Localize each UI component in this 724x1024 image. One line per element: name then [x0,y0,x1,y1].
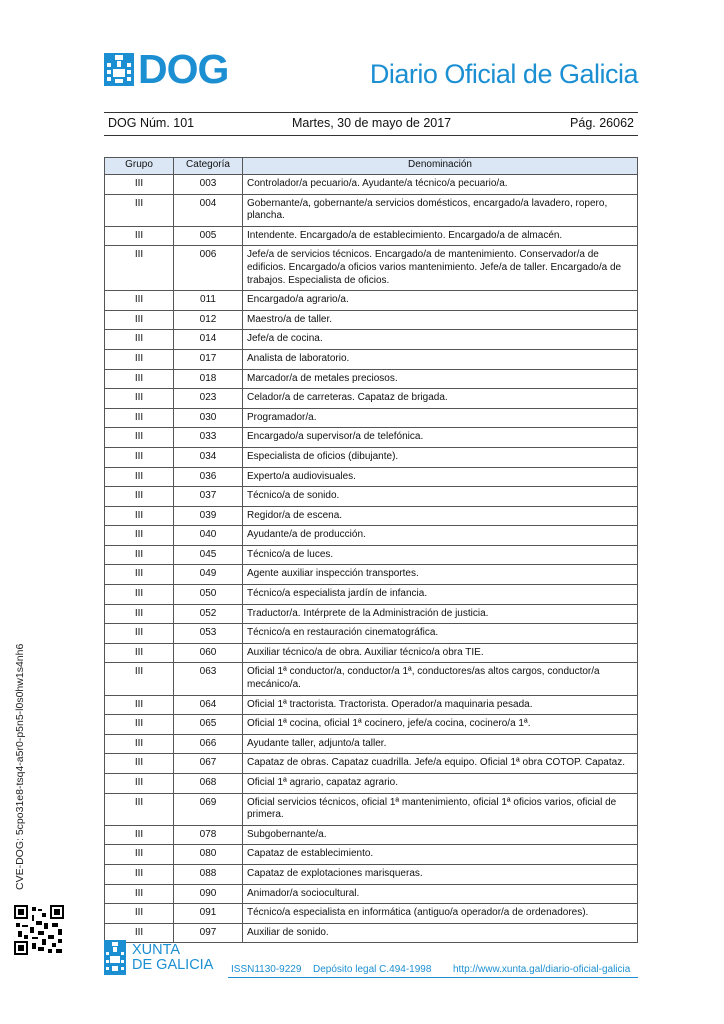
table-row [105,884,638,904]
cell-categoria: 012 [174,310,243,330]
cell-categoria: 066 [174,734,243,754]
cell-denominacion: Jefe/a de servicios técnicos. Encargado/a de mantenimiento. Conservador/a de edificios. Encargado/a oficios varios mantenimiento. Jefe/a de taller. Encargado/a de trabajos. Especialista de oficios. [243,246,638,291]
table-row [105,585,638,605]
cell-categoria: 023 [174,389,243,409]
table-row [105,825,638,845]
cell-denominacion: Jefe/a de cocina. [243,330,638,350]
cell-grupo: III [105,904,174,924]
cell-grupo: III [105,246,174,291]
table-row [105,695,638,715]
cell-categoria: 060 [174,643,243,663]
cell-denominacion: Analista de laboratorio. [243,349,638,369]
cell-grupo: III [105,923,174,943]
cell-denominacion: Programador/a. [243,408,638,428]
footer-legal-deposit: Depósito legal C.494-1998 [313,964,432,975]
cell-categoria: 052 [174,604,243,624]
cell-denominacion: Maestro/a de taller. [243,310,638,330]
table-row [105,734,638,754]
cell-denominacion: Gobernante/a, gobernante/a servicios domésticos, encargado/a lavadero, ropero, plancha. [243,194,638,226]
cell-categoria: 030 [174,408,243,428]
table-row [105,904,638,924]
table-row [105,604,638,624]
table-row [105,369,638,389]
issue-number: DOG Núm. 101 [108,116,195,130]
cell-denominacion: Regidor/a de escena. [243,506,638,526]
cell-denominacion: Oficial 1ª cocina, oficial 1ª cocinero, jefe/a cocina, cocinero/a 1ª. [243,715,638,735]
cell-categoria: 050 [174,585,243,605]
column-header-denominacion: Denominación [243,158,638,175]
table-row [105,793,638,825]
cell-grupo: III [105,545,174,565]
xunta-logo [104,940,213,975]
cell-categoria: 063 [174,663,243,695]
cell-denominacion: Capataz de explotaciones marisqueras. [243,864,638,884]
table-row [105,526,638,546]
cell-denominacion: Oficial 1ª tractorista. Tractorista. Operador/a maquinaria pesada. [243,695,638,715]
cell-categoria: 017 [174,349,243,369]
cell-grupo: III [105,369,174,389]
cell-categoria: 088 [174,864,243,884]
cell-grupo: III [105,774,174,794]
table-row [105,643,638,663]
journal-title: Diario Oficial de Galicia [369,59,638,89]
xunta-logo-line2: DE GALICIA [132,956,214,973]
cell-grupo: III [105,467,174,487]
table-row [105,408,638,428]
cell-categoria: 067 [174,754,243,774]
cell-grupo: III [105,310,174,330]
table-row [105,389,638,409]
cell-grupo: III [105,194,174,226]
cell-grupo: III [105,884,174,904]
cell-categoria: 065 [174,715,243,735]
table-row [105,428,638,448]
cell-grupo: III [105,291,174,311]
footer-issn: ISSN1130-9229 [231,964,302,975]
table-row [105,754,638,774]
cell-denominacion: Encargado/a agrario/a. [243,291,638,311]
cell-grupo: III [105,604,174,624]
cell-categoria: 011 [174,291,243,311]
cell-categoria: 039 [174,506,243,526]
cell-categoria: 018 [174,369,243,389]
cell-grupo: III [105,643,174,663]
cell-grupo: III [105,175,174,195]
qr-code-icon [14,905,64,955]
table-row [105,864,638,884]
galicia-crest-icon [104,53,134,86]
cell-categoria: 078 [174,825,243,845]
cell-categoria: 097 [174,923,243,943]
cell-grupo: III [105,487,174,507]
table-row [105,310,638,330]
cell-categoria: 036 [174,467,243,487]
table-row [105,506,638,526]
cell-grupo: III [105,695,174,715]
table-row [105,467,638,487]
cell-categoria: 053 [174,624,243,644]
cell-denominacion: Ayudante taller, adjunto/a taller. [243,734,638,754]
cell-grupo: III [105,585,174,605]
cell-denominacion: Celador/a de carreteras. Capataz de brigada. [243,389,638,409]
denomination-table [104,157,638,943]
table-row [105,715,638,735]
cell-categoria: 064 [174,695,243,715]
cell-categoria: 045 [174,545,243,565]
cell-denominacion: Experto/a audiovisuales. [243,467,638,487]
cell-denominacion: Oficial 1ª conductor/a, conductor/a 1ª, conductores/as altos cargos, conductor/a mecánico/a. [243,663,638,695]
cell-denominacion: Controlador/a pecuario/a. Ayudante/a técnico/a pecuario/a. [243,175,638,195]
cell-grupo: III [105,408,174,428]
table-row [105,194,638,226]
table-row [105,845,638,865]
cell-categoria: 090 [174,884,243,904]
header-rule-top [104,112,638,113]
footer-rule [228,977,638,978]
cell-grupo: III [105,389,174,409]
cell-denominacion: Oficial 1ª agrario, capataz agrario. [243,774,638,794]
table-row [105,226,638,246]
cell-categoria: 033 [174,428,243,448]
cell-categoria: 003 [174,175,243,195]
cell-denominacion: Técnico/a especialista en informática (antiguo/a operador/a de ordenadores). [243,904,638,924]
cell-denominacion: Auxiliar técnico/a de obra. Auxiliar técnico/a obra TIE. [243,643,638,663]
xunta-logo-line1: XUNTA [132,941,181,958]
cell-categoria: 034 [174,447,243,467]
cell-categoria: 006 [174,246,243,291]
cell-denominacion: Intendente. Encargado/a de establecimiento. Encargado/a de almacén. [243,226,638,246]
table-row [105,291,638,311]
column-header-categoria: Categoría [174,158,243,175]
table-row [105,774,638,794]
cell-categoria: 080 [174,845,243,865]
cell-grupo: III [105,845,174,865]
cell-grupo: III [105,715,174,735]
cell-denominacion: Especialista de oficios (dibujante). [243,447,638,467]
table-body [105,175,638,943]
cell-categoria: 005 [174,226,243,246]
cell-denominacion: Capataz de establecimiento. [243,845,638,865]
cell-grupo: III [105,226,174,246]
table-row [105,175,638,195]
cell-denominacion: Oficial servicios técnicos, oficial 1ª mantenimiento, oficial 1ª oficios varios, oficial de primera. [243,793,638,825]
cell-grupo: III [105,506,174,526]
dog-logo-text: DOG [138,46,229,92]
issue-header [104,116,638,133]
xunta-logo-text [132,943,213,973]
cell-categoria: 069 [174,793,243,825]
cell-denominacion: Auxiliar de sonido. [243,923,638,943]
issue-date: Martes, 30 de mayo de 2017 [292,116,452,130]
page-number: Pág. 26062 [570,116,634,130]
cell-categoria: 040 [174,526,243,546]
table-header-row [105,158,638,175]
table-row [105,545,638,565]
cve-code: CVE-DOG: 5cpo31e8-tsq4-a5r0-p5n5-l0s0hw1s4nh6 [14,643,26,890]
cell-grupo: III [105,864,174,884]
cell-denominacion: Subgobernante/a. [243,825,638,845]
table-row [105,246,638,291]
cell-grupo: III [105,624,174,644]
cell-denominacion: Traductor/a. Intérprete de la Administración de justicia. [243,604,638,624]
cell-grupo: III [105,754,174,774]
cell-denominacion: Marcador/a de metales preciosos. [243,369,638,389]
cell-denominacion: Encargado/a supervisor/a de telefónica. [243,428,638,448]
table-row [105,624,638,644]
cell-grupo: III [105,734,174,754]
dog-logo [104,46,229,92]
galicia-crest-icon [104,940,126,975]
cell-grupo: III [105,447,174,467]
cell-denominacion: Capataz de obras. Capataz cuadrilla. Jefe/a equipo. Oficial 1ª obra COTOP. Capataz. [243,754,638,774]
cell-denominacion: Animador/a sociocultural. [243,884,638,904]
header-rule-bottom [104,135,638,136]
cell-grupo: III [105,793,174,825]
cell-grupo: III [105,526,174,546]
table-row [105,349,638,369]
cell-grupo: III [105,825,174,845]
cell-denominacion: Agente auxiliar inspección transportes. [243,565,638,585]
cell-grupo: III [105,565,174,585]
table-row [105,447,638,467]
cell-denominacion: Técnico/a en restauración cinematográfica. [243,624,638,644]
cell-grupo: III [105,349,174,369]
cell-grupo: III [105,663,174,695]
table-row [105,663,638,695]
table-row [105,330,638,350]
cell-categoria: 004 [174,194,243,226]
column-header-grupo: Grupo [105,158,174,175]
cell-denominacion: Técnico/a de luces. [243,545,638,565]
cell-grupo: III [105,428,174,448]
cell-grupo: III [105,330,174,350]
table-row [105,565,638,585]
cell-categoria: 091 [174,904,243,924]
cell-denominacion: Técnico/a especialista jardín de infancia. [243,585,638,605]
cell-categoria: 014 [174,330,243,350]
footer-url-link[interactable]: http://www.xunta.gal/diario-oficial-galicia [453,964,631,975]
cell-denominacion: Técnico/a de sonido. [243,487,638,507]
cell-denominacion: Ayudante/a de producción. [243,526,638,546]
cell-categoria: 068 [174,774,243,794]
cell-categoria: 037 [174,487,243,507]
table-row [105,487,638,507]
cell-categoria: 049 [174,565,243,585]
